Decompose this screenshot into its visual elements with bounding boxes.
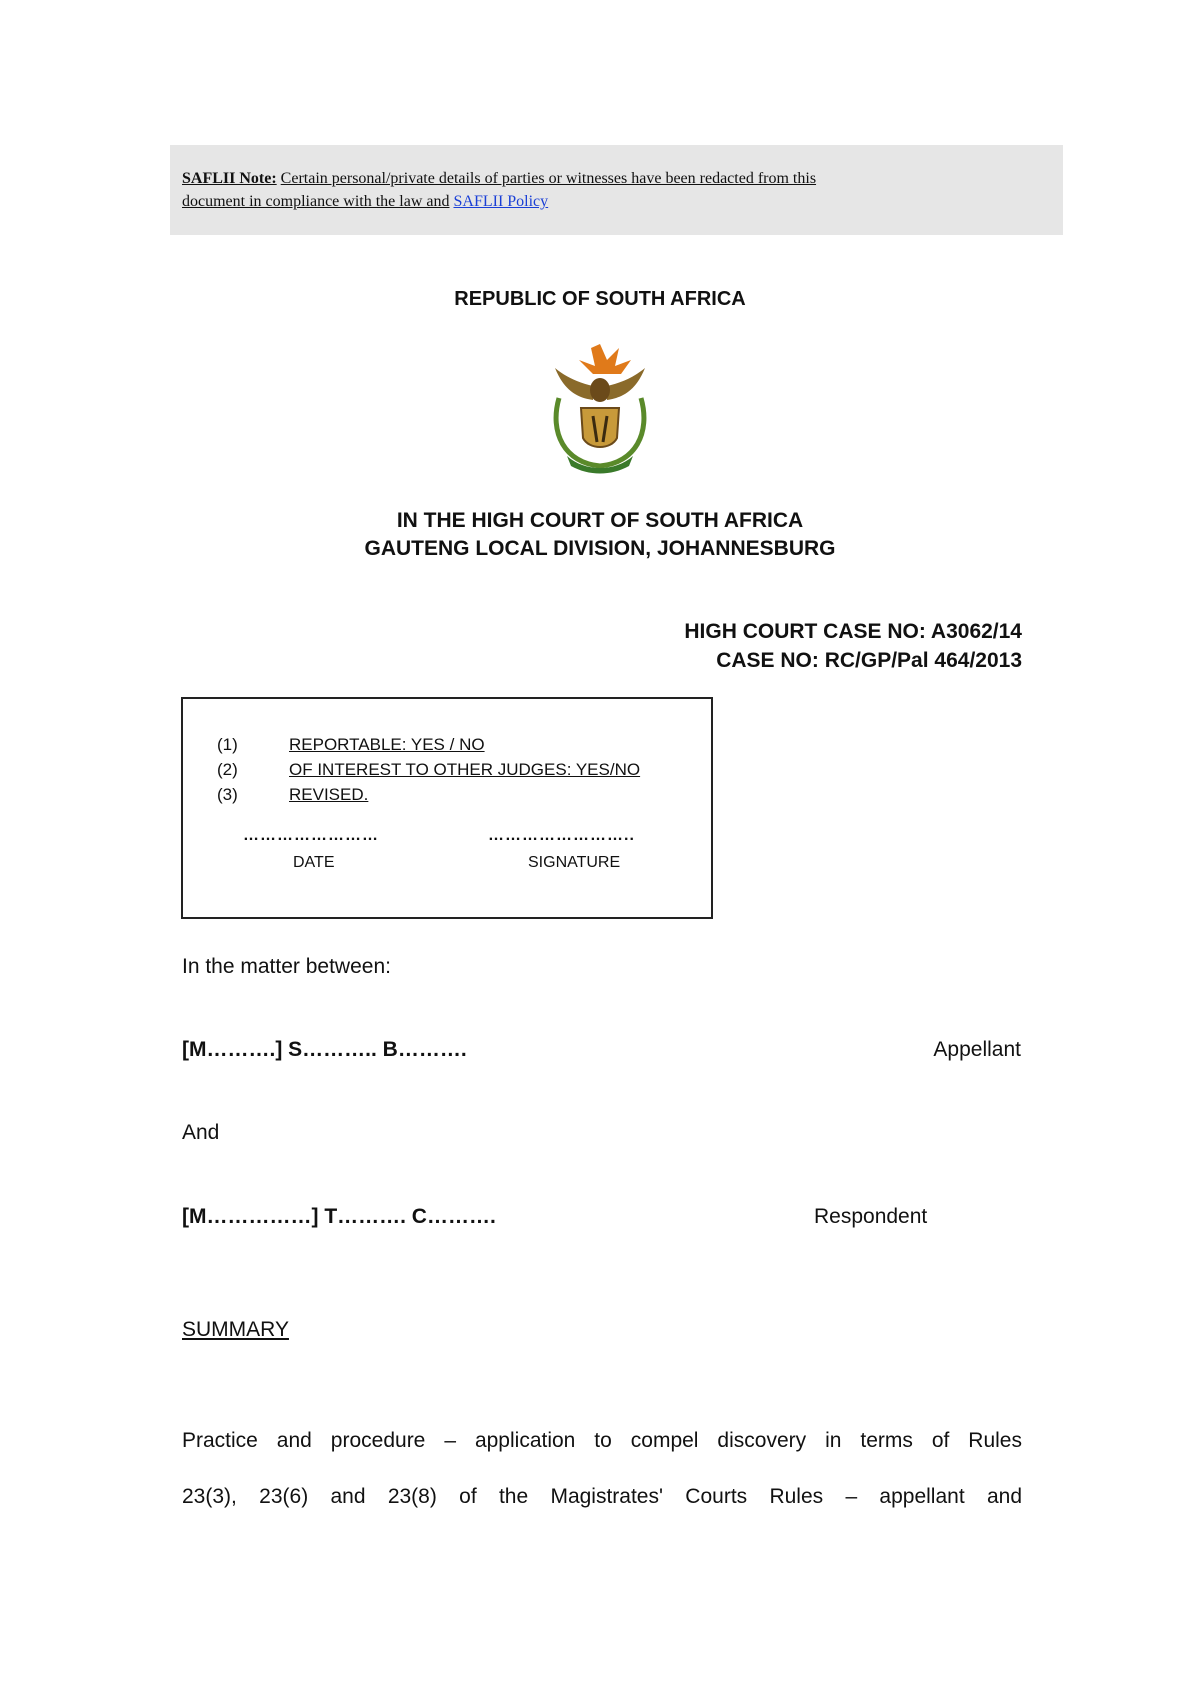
date-dots: ……………………: [243, 827, 379, 844]
saflii-note: [170, 145, 1063, 235]
saflii-policy-link[interactable]: SAFLII Policy: [453, 193, 549, 210]
summary-heading: SUMMARY: [182, 1318, 289, 1341]
coat-of-arms-icon: [545, 338, 655, 480]
and-text: And: [182, 1121, 220, 1144]
court-line-2: GAUTENG LOCAL DIVISION, JOHANNESBURG: [364, 537, 836, 560]
item-text: REVISED.: [289, 785, 369, 804]
date-label: DATE: [293, 854, 335, 871]
reportable-box: [181, 697, 713, 919]
court-line-1: IN THE HIGH COURT OF SOUTH AFRICA: [396, 509, 804, 532]
note-text-line1: Certain personal/private details of parties or witnesses have been redacted from this: [280, 170, 817, 187]
signature-dots: ……………………..: [488, 827, 635, 844]
note-label: SAFLII Note:: [182, 170, 277, 187]
item-number: (2): [217, 760, 238, 779]
item-number: (3): [217, 785, 238, 804]
high-court-case-no: HIGH COURT CASE NO: A3062/14: [684, 620, 1022, 643]
item-number: (1): [217, 735, 238, 754]
item-text: OF INTEREST TO OTHER JUDGES: YES/NO: [289, 760, 641, 779]
respondent-role: Respondent: [814, 1205, 928, 1228]
signature-label: SIGNATURE: [528, 854, 621, 871]
respondent-name: [M……………] T………. C……….: [182, 1205, 496, 1228]
note-text-line2: document in compliance with the law and: [182, 193, 450, 210]
summary-line-2: 23(3), 23(6) and 23(8) of the Magistrates' Courts Rules – appellant and: [182, 1485, 1022, 1508]
republic-heading: REPUBLIC OF SOUTH AFRICA: [454, 288, 746, 310]
court-heading: [0, 507, 1200, 563]
summary-line-1: Practice and procedure – application to compel discovery in terms of Rules: [182, 1429, 1022, 1452]
appellant-role: Appellant: [933, 1038, 1021, 1061]
matter-intro: In the matter between:: [182, 955, 391, 978]
appellant-name: [M……….] S……….. B……….: [182, 1038, 467, 1061]
item-text: REPORTABLE: YES / NO: [289, 735, 485, 754]
case-no: CASE NO: RC/GP/Pal 464/2013: [716, 649, 1022, 672]
case-numbers: [684, 617, 1022, 675]
